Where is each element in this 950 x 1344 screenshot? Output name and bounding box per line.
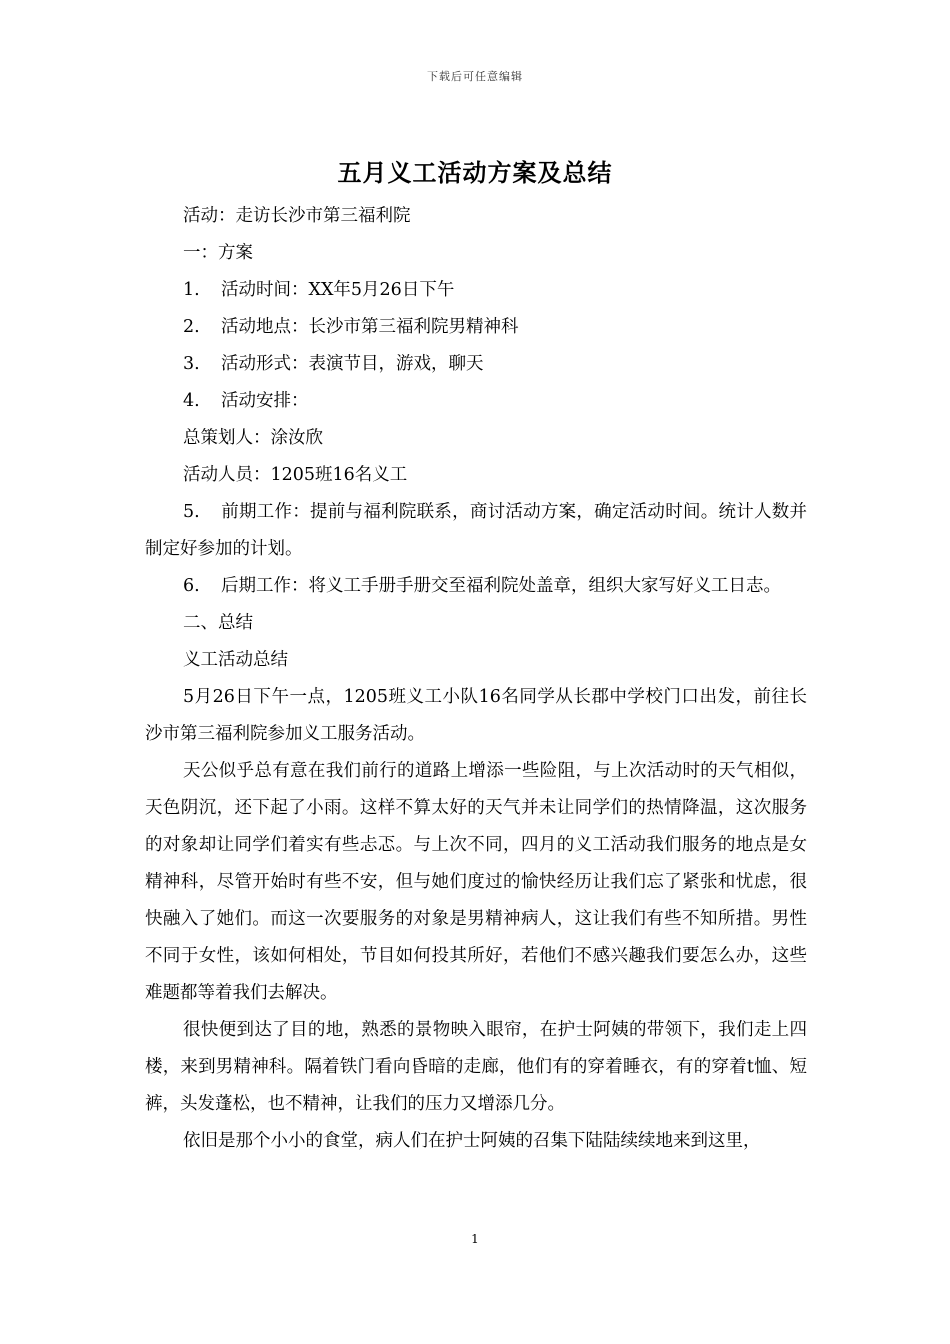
activity-line: 活动：走访长沙市第三福利院 <box>183 206 411 226</box>
item-number: 4. <box>183 391 200 411</box>
item-text: 活动形式：表演节目，游戏，聊天 <box>221 354 484 374</box>
page-number: 1 <box>471 1232 479 1246</box>
page-header-note: 下载后可任意编辑 <box>427 70 523 83</box>
summary-paragraph-3: 很快便到达了目的地，熟悉的景物映入眼帘，在护士阿姨的带领下，我们走上四楼，来到男精神科。隔着铁门看向昏暗的走廊，他们有的穿着睡衣，有的穿着t恤、短裤，头发蓬松，也不精神，让我们的压力又增添几分。 <box>145 1020 807 1114</box>
summary-paragraph-1: 5月26日下午一点，1205班义工小队16名同学从长郡中学校门口出发，前往长沙市第三福利院参加义工服务活动。 <box>145 687 807 744</box>
plan-item-arrangement <box>145 383 807 420</box>
section-plan-heading: 一：方案 <box>183 243 253 263</box>
item-number: 3. <box>183 354 200 374</box>
plan-item-location <box>145 309 807 346</box>
members-line: 活动人员：1205班16名义工 <box>183 465 408 485</box>
summary-paragraph-2: 天公似乎总有意在我们前行的道路上增添一些险阻，与上次活动时的天气相似，天色阴沉，还下起了小雨。这样不算太好的天气并未让同学们的热情降温，这次服务的对象却让同学们着实有些忐忑。与上次不同，四月的义工活动我们服务的地点是女精神科，尽管开始时有些不安，但与她们度过的愉快经历让我们忘了紧张和忧虑，很快融入了她们。而这一次要服务的对象是男精神病人，这让我们有些不知所措。男性不同于女性，该如何相处，节目如何投其所好，若他们不感兴趣我们要怎么办，这些难题都等着我们去解决。 <box>145 761 807 1003</box>
document-title: 五月义工活动方案及总结 <box>337 158 613 187</box>
planner-line: 总策划人：涂汝欣 <box>183 428 323 448</box>
item-text: 活动安排： <box>221 391 309 411</box>
item-text: 活动时间：XX年5月26日下午 <box>221 280 455 300</box>
document-body <box>145 198 807 1160</box>
summary-paragraph-4: 依旧是那个小小的食堂，病人们在护士阿姨的召集下陆陆续续地来到这里， <box>183 1131 761 1151</box>
item-number: 2. <box>183 317 200 337</box>
summary-title: 义工活动总结 <box>183 650 288 670</box>
plan-item-time <box>145 272 807 309</box>
plan-item-prework <box>145 494 807 568</box>
section-summary-heading: 二、总结 <box>183 613 253 633</box>
plan-item-postwork <box>145 568 807 605</box>
item-number: 6. <box>183 576 200 596</box>
item-text: 后期工作：将义工手册手册交至福利院处盖章，组织大家写好义工日志。 <box>221 576 781 596</box>
plan-item-format <box>145 346 807 383</box>
item-number: 5. <box>183 502 200 522</box>
item-text: 活动地点：长沙市第三福利院男精神科 <box>221 317 519 337</box>
item-text: 前期工作：提前与福利院联系，商讨活动方案，确定活动时间。统计人数并制定好参加的计划。 <box>145 502 807 559</box>
item-number: 1. <box>183 280 200 300</box>
